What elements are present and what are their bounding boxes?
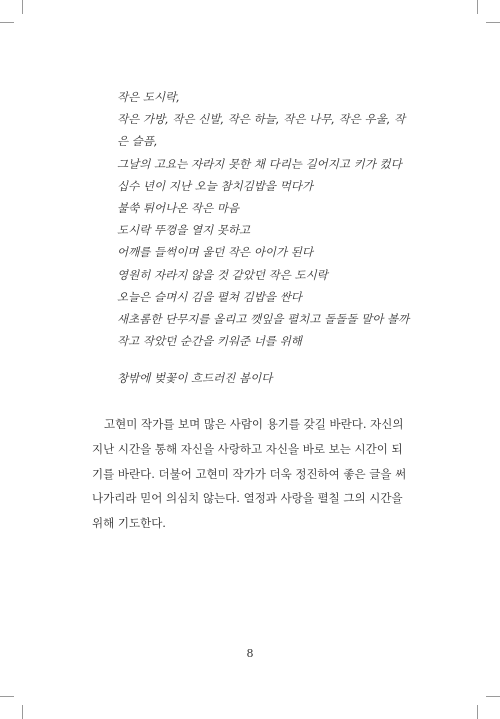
prose-paragraph (92, 412, 407, 536)
poem-line: 어깨를 들썩이며 울던 작은 아이가 된다 (117, 245, 314, 260)
poem-line: 새초롬한 단무지를 올리고 깻잎을 펼치고 돌돌돌 말아 볼까 (117, 311, 410, 326)
poem-block (117, 86, 417, 352)
crop-mark (0, 696, 14, 697)
poem-line: 작은 도시락, (117, 90, 180, 104)
poem-line: 도시락 뚜껑을 열지 못하고 (117, 223, 251, 238)
poem-line: 그날의 고요는 자라지 못한 채 다리는 길어지고 키가 컸다 (117, 156, 402, 171)
page-number: 8 (246, 647, 254, 660)
crop-mark (22, 705, 23, 719)
prose-line: 고현미 작가를 보며 많은 사람이 용기를 갖길 바란다. 자신의 (104, 417, 404, 431)
poem-line: 십수 년이 지난 오늘 참치김밥을 먹다가 (117, 178, 314, 193)
poem-closing-line: 창밖에 벚꽃이 흐드러진 봄이다 (117, 371, 273, 385)
poem-line: 불쑥 튀어나온 작은 마음 (117, 200, 240, 215)
prose-line: 나가리라 믿어 의심치 않는다. 열정과 사랑을 펼칠 그의 시간을 (92, 491, 403, 506)
crop-mark (0, 22, 14, 23)
crop-mark (486, 696, 500, 697)
poem-line: 작은 가방, 작은 신발, 작은 하늘, 작은 나무, 작은 우울, 작 (117, 112, 406, 127)
crop-mark (22, 0, 23, 14)
poem-line: 영원히 자라지 않을 것 같았던 작은 도시락 (117, 267, 328, 282)
crop-mark (477, 0, 478, 14)
poem-line: 작고 작았던 순간을 키워준 너를 위해 (117, 334, 302, 349)
poem-line: 은 슬픔, (117, 134, 158, 149)
crop-mark (477, 705, 478, 719)
prose-line: 지난 시간을 통해 자신을 사랑하고 자신을 바로 보는 시간이 되 (92, 441, 403, 456)
poem-line: 오늘은 슬며시 김을 펼쳐 김밥을 싼다 (117, 289, 302, 304)
prose-line: 기를 바란다. 더불어 고현미 작가가 더욱 정진하여 좋은 글을 써 (92, 466, 407, 481)
prose-line: 위해 기도한다. (92, 516, 166, 531)
crop-mark (486, 22, 500, 23)
